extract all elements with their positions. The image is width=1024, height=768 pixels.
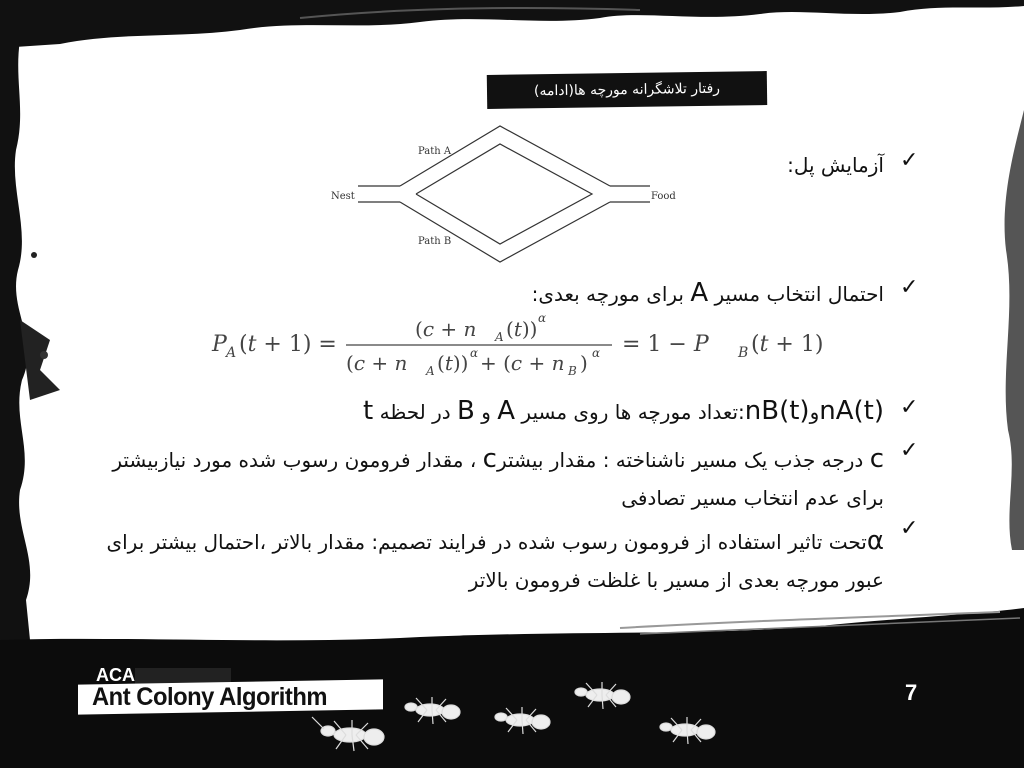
top-brush-border — [0, 0, 1024, 48]
label-food: Food — [651, 191, 676, 202]
svg-text:= 1 − P: = 1 − P — [622, 332, 709, 357]
check-icon: ✓ — [900, 516, 919, 541]
symbol-c: c — [869, 444, 884, 474]
svg-text:A: A — [426, 364, 435, 378]
bullet-ant-counts — [363, 396, 884, 426]
symbol-t: t — [363, 396, 374, 426]
label-path-a: Path A — [418, 146, 452, 157]
check-icon: ✓ — [900, 395, 919, 420]
svg-text:α: α — [470, 346, 479, 360]
svg-text:(c + n: (c + n — [415, 317, 477, 341]
svg-text:(t)): (t)) — [506, 317, 538, 341]
footer-name: Ant Colony Algorithm — [92, 683, 328, 711]
symbol-a: A — [497, 396, 516, 426]
left-brush-border — [0, 40, 80, 640]
symbol-b: B — [457, 396, 475, 426]
svg-text:A: A — [226, 345, 237, 361]
symbol-c: c — [482, 444, 497, 474]
label-path-b: Path B — [418, 236, 452, 247]
text: و — [474, 400, 498, 424]
svg-text:(t)): (t)) — [437, 351, 469, 375]
svg-text:): ) — [580, 351, 588, 375]
probability-formula — [208, 310, 824, 380]
text: :تعداد مورچه ها روی مسیر — [515, 400, 745, 424]
text: تحت تاثیر استفاده از فرومون رسوب شده در فرایند تصمیم: مقدار بالاتر ،احتمال بیشتر برای عبور مورچه بعدی از مسیر با غلظت فرومون بالاتر — [106, 530, 884, 592]
svg-text:(t + 1): (t + 1) — [751, 332, 824, 357]
text: درجه جذب یک مسیر ناشناخته : مقدار بیشتر — [496, 448, 870, 472]
bullet-path-probability — [532, 278, 884, 308]
svg-text:α: α — [592, 346, 601, 360]
page-number: 7 — [905, 680, 918, 705]
bullet-alpha-parameter — [74, 522, 884, 599]
text: در لحظه — [373, 400, 458, 424]
slide-title: رفتار تلاشگرانه مورچه ها(ادامه) — [487, 71, 767, 109]
svg-text:(c + n: (c + n — [346, 351, 408, 375]
svg-text:α: α — [538, 311, 547, 325]
text: و — [809, 400, 820, 424]
label-nest: Nest — [331, 191, 355, 202]
svg-text:(t + 1) =: (t + 1) = — [239, 332, 337, 357]
check-icon: ✓ — [900, 148, 919, 173]
svg-text:B: B — [568, 364, 577, 378]
text: ، مقدار فرومون رسوب شده مورد نیازبیشتر برای عدم انتخاب مسیر تصادفی — [112, 448, 884, 510]
symbol-a: A — [690, 278, 709, 308]
symbol-alpha: α — [866, 526, 884, 556]
check-icon: ✓ — [900, 438, 919, 463]
svg-text:+ (c + n: + (c + n — [480, 351, 565, 375]
bridge-diagram — [320, 120, 690, 270]
text: برای مورچه بعدی: — [531, 282, 691, 306]
footer-aca: ACA — [96, 665, 135, 685]
svg-text:B: B — [738, 345, 749, 361]
symbol-na: nA(t) — [819, 396, 884, 426]
ants-illustration — [280, 665, 740, 765]
check-icon: ✓ — [900, 275, 919, 300]
bullet-c-parameter — [74, 440, 884, 517]
svg-text:A: A — [495, 330, 504, 344]
bullet-bridge-experiment: آزمایش پل: — [787, 153, 884, 177]
text: احتمال انتخاب مسیر — [708, 282, 884, 306]
symbol-nb: nB(t) — [744, 396, 810, 426]
svg-text:P: P — [212, 332, 227, 357]
right-brush-border — [994, 110, 1024, 550]
